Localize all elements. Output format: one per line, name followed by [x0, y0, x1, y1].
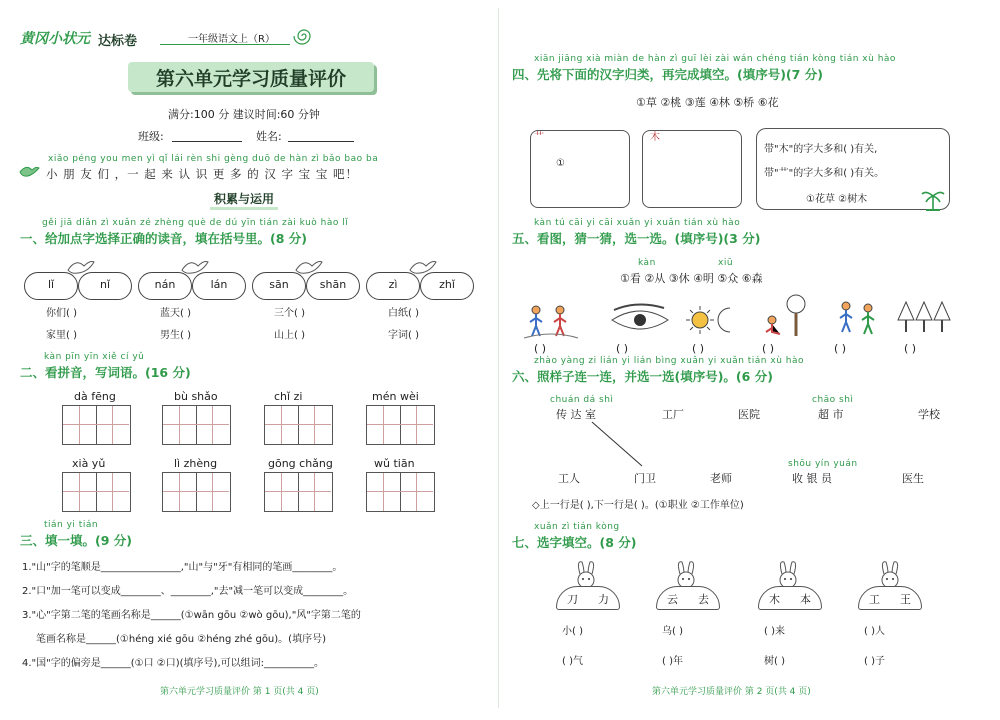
q1-title: 一、给加点字选择正确的读音，填在括号里。(8 分)	[20, 231, 307, 246]
q2-title: 二、看拼音，写词语。(16 分)	[20, 365, 191, 380]
q2-pinyin-word: wǔ tiān	[374, 457, 415, 470]
radical-box-cao[interactable]	[530, 130, 630, 208]
eye-hand-icon	[608, 300, 672, 340]
cloud-choice[interactable]: shān	[306, 272, 360, 300]
q4-pinyin: xiān jiāng xià miàn de hàn zì guī lèi zài wán chéng tián kòng tián xù hào	[534, 54, 896, 64]
q1-word[interactable]: 男生( )	[160, 330, 191, 341]
brand-sub: 达标卷	[98, 34, 138, 49]
sun-moon-icon	[684, 302, 742, 338]
q1-word[interactable]: 山上( )	[274, 330, 305, 341]
q1-word[interactable]: 蓝天( )	[160, 308, 191, 319]
footer-left: 第六单元学习质量评价 第 1 页(共 4 页)	[160, 687, 319, 697]
q6-bottom-item[interactable]: 门卫	[634, 472, 656, 485]
intro-pinyin: xiǎo péng you men yì qǐ lái rèn shi gèng duō de hàn zì bǎo bao ba	[48, 154, 379, 164]
cloud-choice[interactable]: zhǐ	[420, 272, 474, 300]
grade-label: 一年级语文上（R）	[188, 34, 275, 45]
q2-pinyin-word: lì zhèng	[174, 457, 218, 470]
q6-select-line[interactable]: ◇上一行是( ),下一行是( )。(①职业 ②工作单位)	[532, 500, 744, 511]
q2-pinyin: kàn pīn yīn xiě cí yǔ	[44, 352, 145, 362]
q5-pinyin: kàn tú cāi yi cāi xuǎn yi xuǎn tián xù hào	[534, 218, 741, 228]
umbrella-choice: 刀 力	[556, 586, 620, 610]
q6-top-pinyin: chuán dá shì	[550, 395, 614, 405]
cloud-choice[interactable]: lán	[192, 272, 246, 300]
bird-icon	[294, 256, 324, 276]
q7-blank[interactable]: ( )来	[764, 626, 785, 637]
radical-label: 木	[650, 132, 660, 143]
cloud-choice[interactable]: lǐ	[24, 272, 78, 300]
q5-answer[interactable]: ( )	[692, 342, 705, 355]
name-label: 姓名:	[256, 130, 282, 143]
radical-label: 艹	[534, 132, 544, 143]
q3-line[interactable]: 4."国"字的偏旁是______(①口 ②口)(填序号),可以组词:__________。	[22, 658, 325, 669]
swirl-icon	[292, 24, 316, 48]
q2-pinyin-word: xià yǔ	[72, 457, 106, 470]
cloud-choice[interactable]: nǐ	[78, 272, 132, 300]
q1-word[interactable]: 白纸( )	[388, 308, 419, 319]
note-line[interactable]: 带"木"的字大多和( )有关,	[764, 144, 878, 155]
umbrella-choice: 工 王	[858, 586, 922, 610]
q5-answer[interactable]: ( )	[904, 342, 917, 355]
q6-top-pinyin: chāo shì	[812, 395, 854, 405]
q6-pinyin: zhào yàng zi lián yi lián bìng xuǎn yi xuǎn tián xù hào	[534, 356, 804, 366]
bird-icon	[66, 256, 96, 276]
q6-top-item[interactable]: 工厂	[662, 408, 684, 421]
cloud-choice[interactable]: zì	[366, 272, 420, 300]
q6-top-item[interactable]: 传 达 室	[556, 408, 596, 421]
writing-grid[interactable]	[162, 405, 231, 445]
bird-icon	[408, 256, 438, 276]
rabbit-icon	[772, 560, 806, 588]
q6-top-item[interactable]: 医院	[738, 408, 760, 421]
class-field[interactable]	[172, 141, 242, 142]
writing-grid[interactable]	[162, 472, 231, 512]
rabbit-icon	[570, 560, 604, 588]
q7-title: 七、选字填空。(8 分)	[512, 535, 637, 550]
umbrella-choice: 木 本	[758, 586, 822, 610]
q5-answer[interactable]: ( )	[834, 342, 847, 355]
q3-line[interactable]: 3."心"字第二笔的笔画名称是______(①wān gōu ②wò gōu),"风"字第二笔的	[22, 610, 361, 621]
people-following-icon	[832, 298, 882, 340]
bird-icon	[18, 162, 40, 180]
writing-grid[interactable]	[366, 405, 435, 445]
q6-bottom-item[interactable]: 工人	[558, 472, 580, 485]
xiu-pinyin: xiū	[718, 258, 734, 268]
note-line: ①花草 ②树木	[806, 194, 868, 205]
q3-line[interactable]: 1."山"字的笔顺是________________,"山"与"牙"有相同的笔画________。	[22, 562, 343, 573]
name-field[interactable]	[288, 141, 354, 142]
page-title: 第六单元学习质量评价	[155, 68, 346, 90]
kan-pinyin: kàn	[638, 258, 656, 268]
page-title-banner	[128, 62, 374, 92]
people-walking-icon	[522, 300, 580, 340]
q3-line[interactable]: 2."口"加一笔可以变成________、________,"去"减一笔可以变成________。	[22, 586, 354, 597]
writing-grid[interactable]	[264, 472, 333, 512]
q7-blank[interactable]: 树( )	[764, 656, 785, 667]
q2-pinyin-word: dà fēng	[74, 390, 116, 403]
cloud-choice[interactable]: sān	[252, 272, 306, 300]
section-title: 积累与运用	[210, 190, 278, 210]
q5-options: ①看 ②从 ③休 ④明 ⑤众 ⑥森	[620, 272, 763, 285]
q3-line[interactable]: 笔画名称是______(①héng xié gōu ②héng zhé gōu)。(填序号)	[36, 634, 326, 645]
q6-top-item[interactable]: 超 市	[818, 408, 844, 421]
cloud-choice[interactable]: nán	[138, 272, 192, 300]
writing-grid[interactable]	[62, 405, 131, 445]
q1-word[interactable]: 你们( )	[46, 308, 77, 319]
meta-info: 满分:100 分 建议时间:60 分钟	[168, 108, 320, 121]
q1-pinyin: gěi jiā diǎn zì xuǎn zé zhèng què de dú yīn tián zài kuò hào lǐ	[42, 218, 349, 228]
q3-pinyin: tián yi tián	[44, 520, 99, 530]
q7-blank[interactable]: ( )年	[662, 656, 683, 667]
umbrella-choice: 云 去	[656, 586, 720, 610]
class-label: 班级:	[138, 130, 164, 143]
q7-pinyin: xuǎn zì tián kòng	[534, 522, 620, 532]
q5-answer[interactable]: ( )	[762, 342, 775, 355]
q6-bottom-pinyin: shōu yín yuán	[788, 459, 858, 469]
palm-tree-icon	[920, 186, 946, 212]
page-divider	[498, 8, 499, 708]
intro-text: 小 朋 友 们 ，一 起 来 认 识 更 多 的 汉 字 宝 宝 吧！	[46, 167, 358, 181]
q2-pinyin-word: gōng chǎng	[268, 457, 333, 470]
q7-blank[interactable]: ( )子	[864, 656, 885, 667]
bird-icon	[180, 256, 210, 276]
writing-grid[interactable]	[62, 472, 131, 512]
footer-right: 第六单元学习质量评价 第 2 页(共 4 页)	[652, 687, 811, 697]
q6-title: 六、照样子连一连，并选一选(填序号)。(6 分)	[512, 369, 773, 384]
q7-blank[interactable]: 小( )	[562, 626, 583, 637]
q2-pinyin-word: chǐ zi	[274, 390, 303, 403]
q7-blank[interactable]: ( )气	[562, 656, 583, 667]
q7-blank[interactable]: 乌( )	[662, 626, 683, 637]
q6-bottom-item[interactable]: 老师	[710, 472, 732, 485]
connect-line	[590, 420, 650, 470]
writing-grid[interactable]	[264, 405, 333, 445]
person-resting-tree-icon	[756, 294, 814, 338]
q6-bottom-item[interactable]: 收 银 员	[792, 472, 832, 485]
rabbit-icon	[874, 560, 908, 588]
q2-pinyin-word: mén wèi	[372, 390, 419, 403]
brand-logo: 黄冈小状元	[20, 31, 90, 47]
q1-word[interactable]: 家里( )	[46, 330, 77, 341]
q4-options: ①草 ②桃 ③莲 ④林 ⑤桥 ⑥花	[636, 96, 779, 109]
q5-answer[interactable]: ( )	[534, 342, 547, 355]
q2-pinyin-word: bù shǎo	[174, 390, 218, 403]
rabbit-icon	[670, 560, 704, 588]
forest-icon	[896, 298, 952, 338]
q1-word[interactable]: 字词( )	[388, 330, 419, 341]
q1-word[interactable]: 三个( )	[274, 308, 305, 319]
note-line[interactable]: 带"艹"的字大多和( )有关。	[764, 168, 885, 179]
q3-title: 三、填一填。(9 分)	[20, 533, 132, 548]
q7-blank[interactable]: ( )人	[864, 626, 885, 637]
q6-top-item[interactable]: 学校	[918, 408, 940, 421]
q6-bottom-item[interactable]: 医生	[902, 472, 924, 485]
q5-answer[interactable]: ( )	[616, 342, 629, 355]
radical-box-item: ①	[556, 158, 565, 169]
writing-grid[interactable]	[366, 472, 435, 512]
q5-title: 五、看图，猜一猜，选一选。(填序号)(3 分)	[512, 231, 761, 246]
q4-title: 四、先将下面的汉字归类，再完成填空。(填序号)(7 分)	[512, 67, 823, 82]
